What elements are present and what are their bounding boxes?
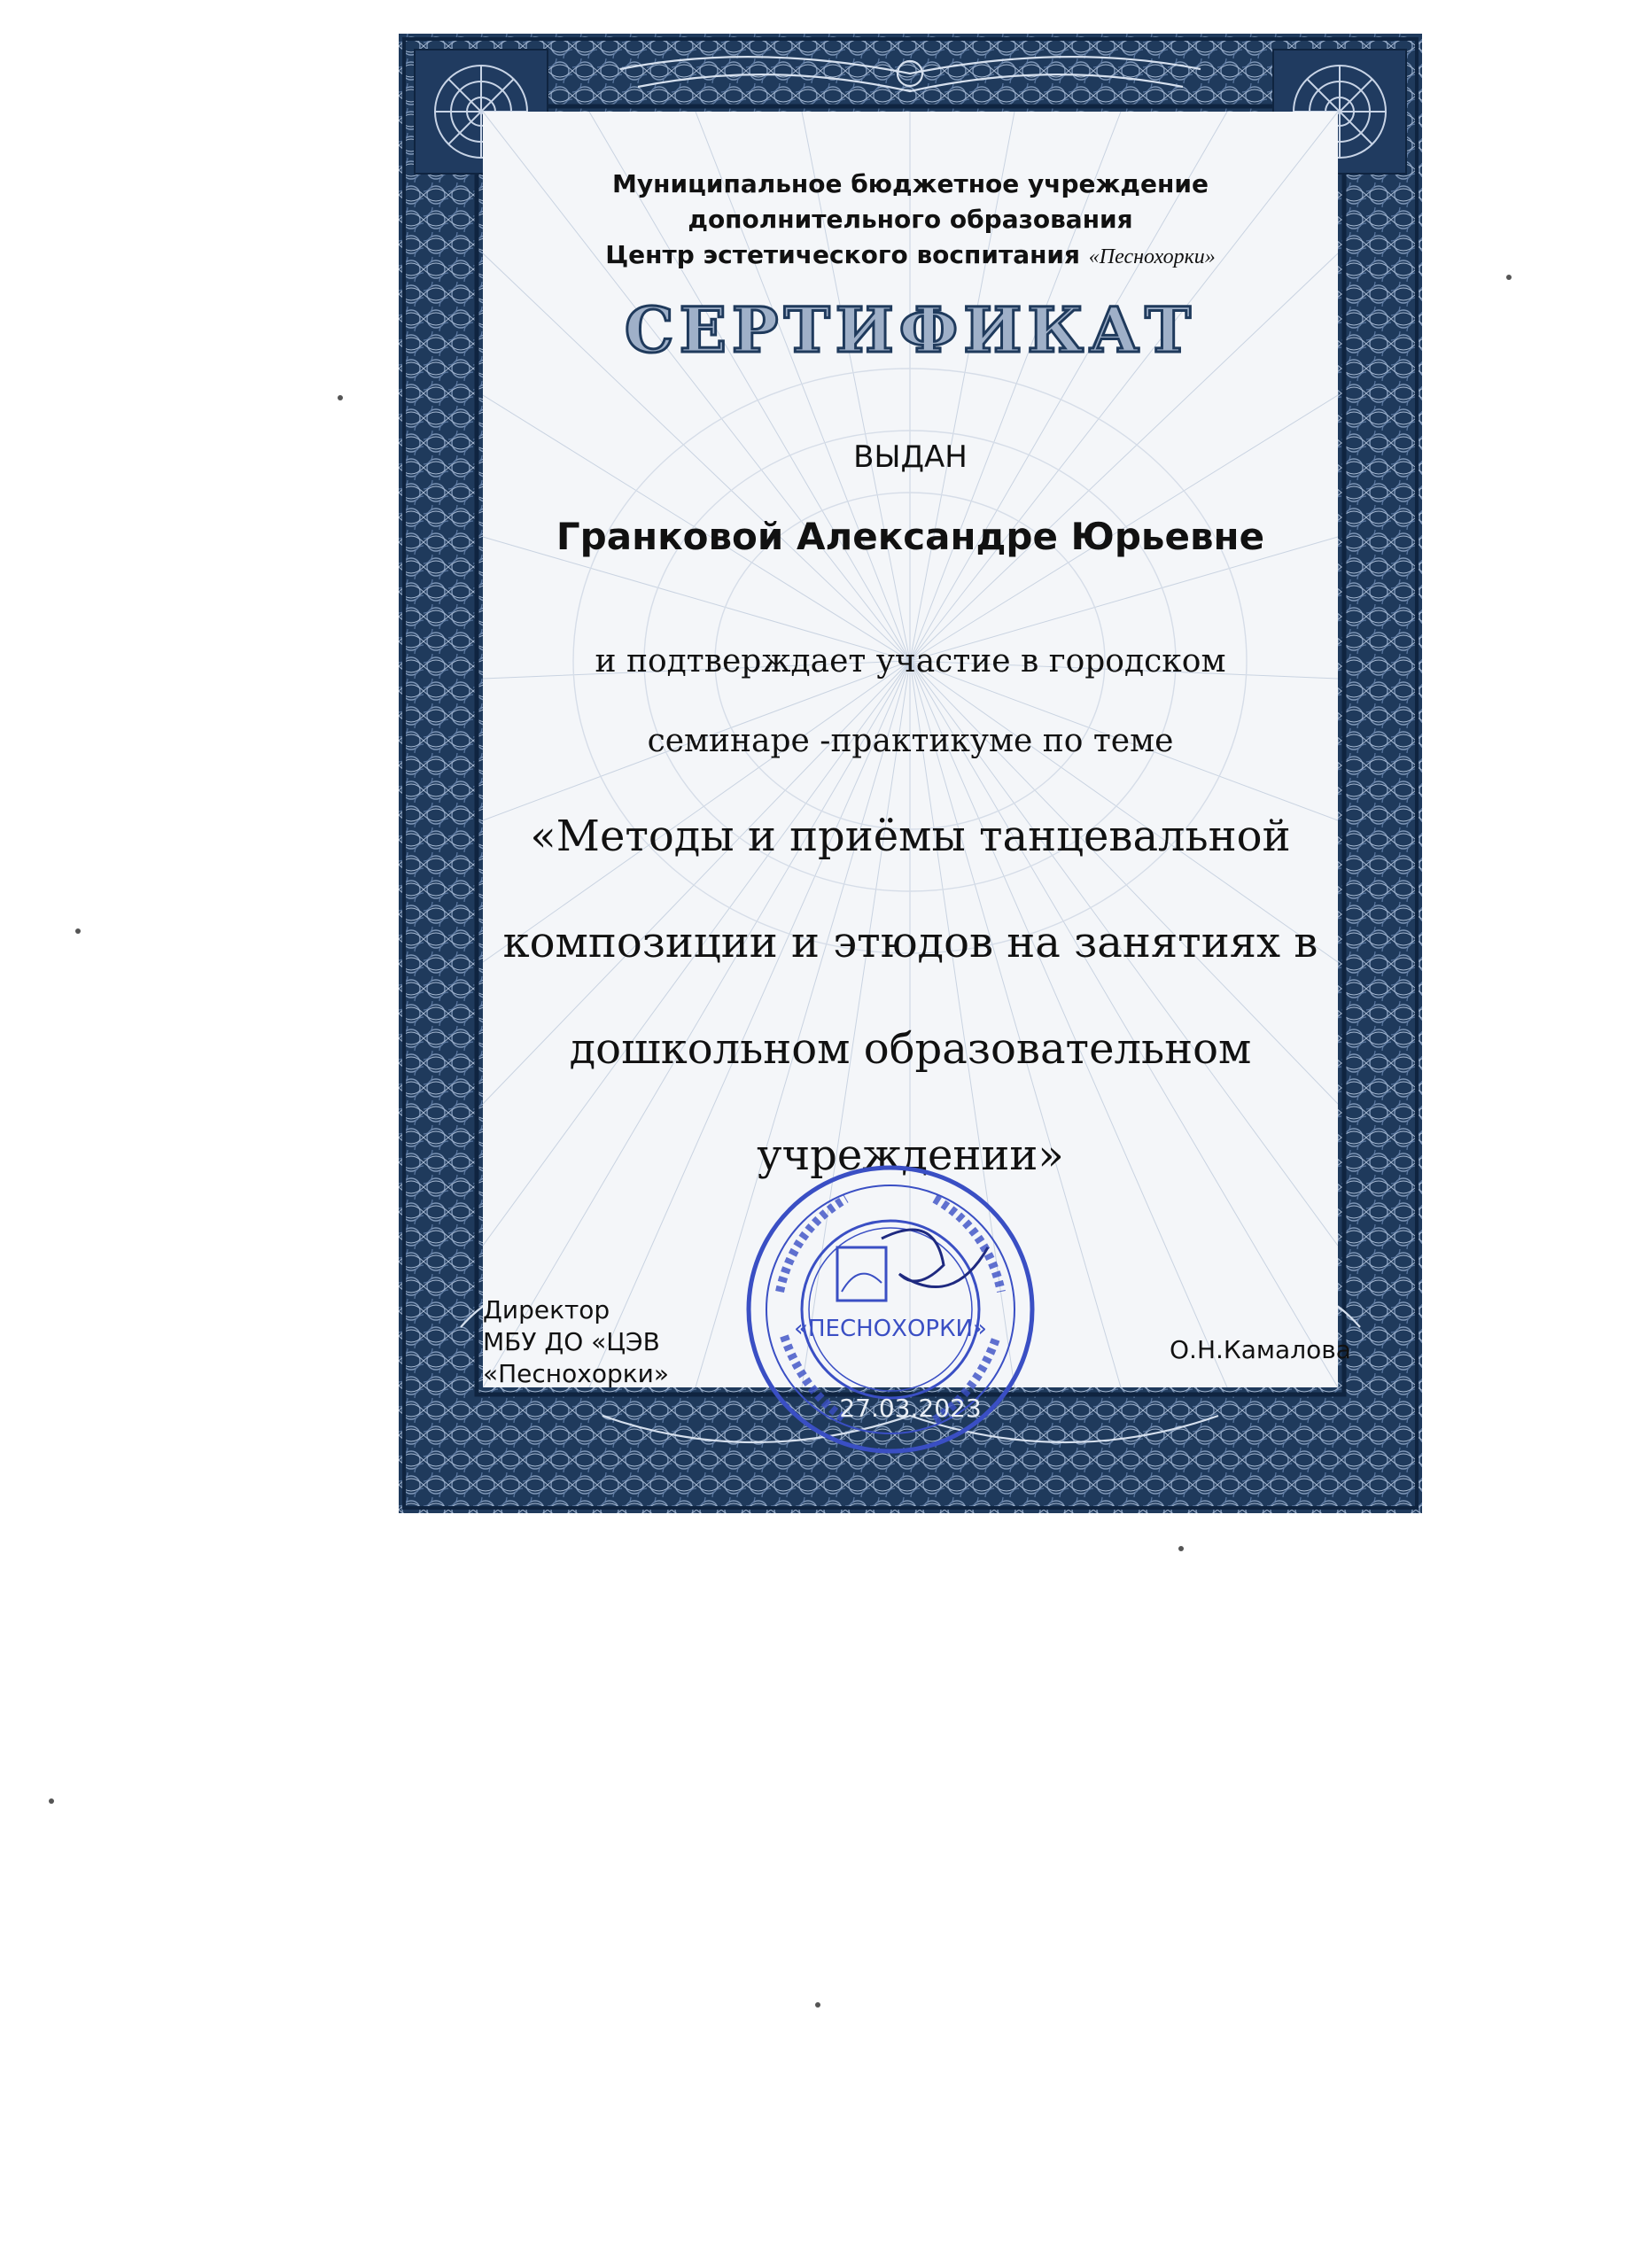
scan-speck <box>1506 275 1512 280</box>
issued-label: ВЫДАН <box>853 439 968 475</box>
seal-center-text: «ПЕСНОХОРКИ» <box>794 1316 987 1342</box>
header-line-2: дополнительного образования <box>688 205 1133 234</box>
topic-line-4: учреждении» <box>757 1130 1064 1180</box>
topic-line-2: композиции и этюдов на занятиях в <box>502 918 1318 967</box>
certificate <box>399 34 1422 1513</box>
topic-line-3: дошкольном образовательном <box>569 1024 1252 1074</box>
signatory-position-line-2: МБУ ДО «ЦЭВ <box>483 1327 660 1356</box>
signatory-position-line-3: «Песнохорки» <box>483 1359 669 1388</box>
scan-speck <box>338 395 343 400</box>
confirmation-line-1: и подтверждает участие в городском <box>595 643 1226 680</box>
issue-date: 27.03.2023 <box>839 1394 982 1423</box>
signatory-position-line-1: Директор <box>483 1295 610 1324</box>
header-line-3-name: «Песнохорки» <box>1088 245 1216 268</box>
header-line-1: Муниципальное бюджетное учреждение <box>612 169 1209 198</box>
scan-speck <box>1178 1546 1184 1551</box>
signatory-name: О.Н.Камалова <box>1170 1335 1351 1364</box>
scan-speck <box>75 928 81 934</box>
signatory-position <box>483 1294 669 1390</box>
certificate-title: СЕРТИФИКАТ <box>624 293 1197 367</box>
header-line-3-main: Центр эстетического воспитания <box>605 240 1089 269</box>
recipient-name: Гранковой Александре Юрьевне <box>556 515 1265 558</box>
topic-line-1: «Методы и приёмы танцевальной <box>530 812 1291 861</box>
scan-speck <box>815 2002 820 2008</box>
header-line-3 <box>483 237 1338 275</box>
confirmation-line-2: семинаре -практикуме по теме <box>647 723 1174 759</box>
scan-speck <box>49 1798 54 1804</box>
